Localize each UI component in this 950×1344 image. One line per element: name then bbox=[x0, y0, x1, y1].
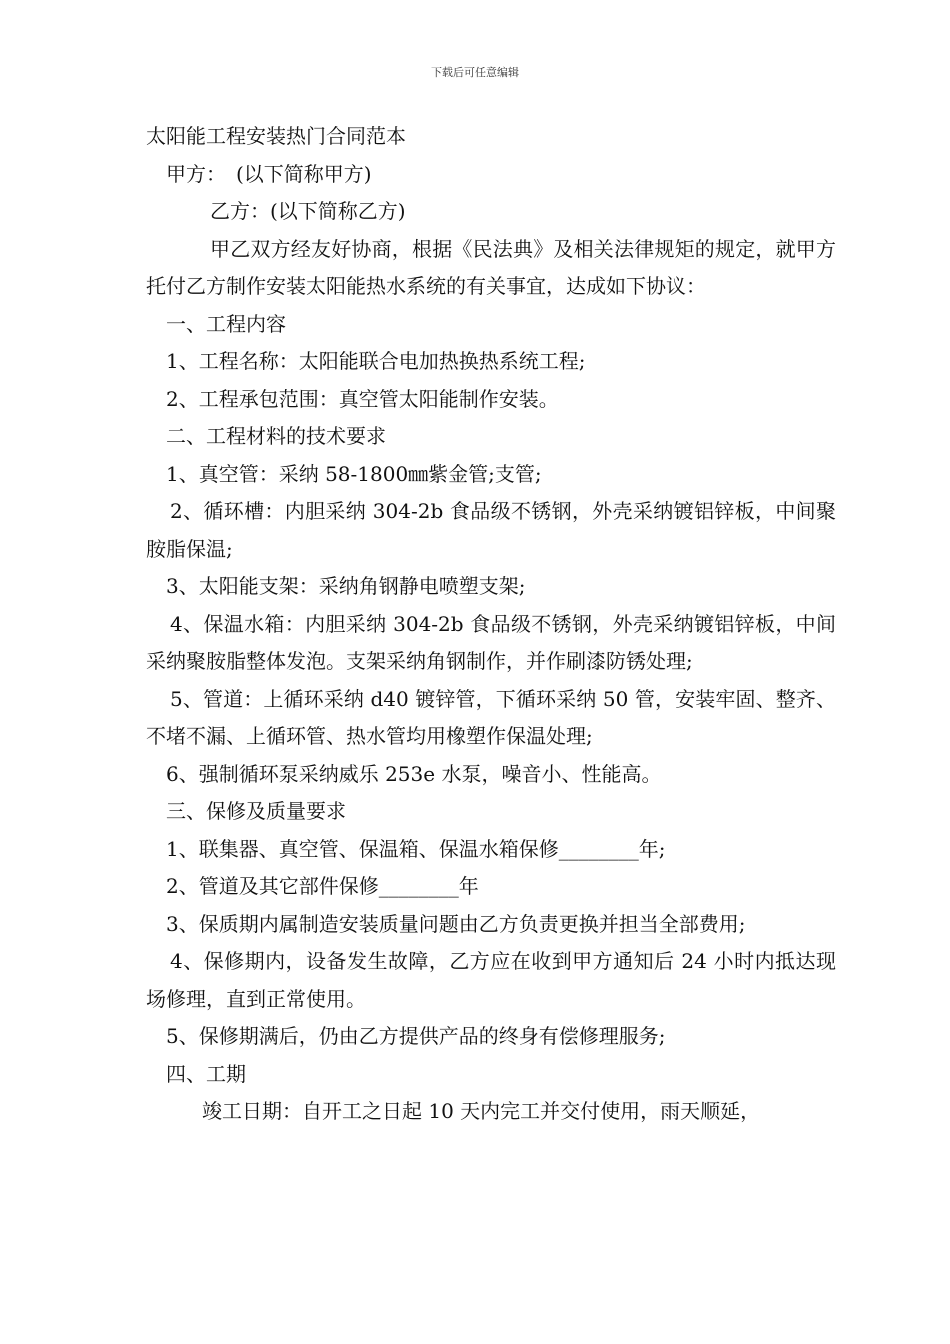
section-4-heading: 四、工期 bbox=[166, 1061, 246, 1086]
section-2-item-4: 4、保温水箱：内胆采纳 304-2b 食品级不锈钢，外壳采纳镀铝锌板，中间采纳聚胺脂整体发泡。支架采纳角钢制作，并作刷漆防锈处理; bbox=[146, 611, 836, 673]
section-2-item-3: 3、太阳能支架：采纳角钢静电喷塑支架; bbox=[166, 574, 526, 598]
section-2-heading: 二、工程材料的技术要求 bbox=[166, 424, 386, 448]
section-4-text: 竣工日期：自开工之日起 10 天内完工并交付使用，雨天顺延， bbox=[202, 1099, 761, 1123]
section-1-item-1: 1、工程名称：太阳能联合电加热换热系统工程; bbox=[166, 349, 586, 373]
party-b-line: 乙方：(以下简称乙方) bbox=[210, 199, 406, 223]
section-1-item-2: 2、工程承包范围：真空管太阳能制作安装。 bbox=[166, 386, 559, 411]
section-3-item-3: 3、保质期内属制造安装质量问题由乙方负责更换并担当全部费用; bbox=[166, 911, 746, 936]
section-2-item-2: 2、循环槽：内胆采纳 304-2b 食品级不锈钢，外壳采纳镀铝锌板，中间聚胺脂保温; bbox=[146, 499, 836, 561]
section-3-item-1: 1、联集器、真空管、保温箱、保温水箱保修________年; bbox=[166, 836, 666, 861]
section-2-item-1: 1、真空管：采纳 58-1800㎜紫金管;支管; bbox=[166, 461, 542, 486]
section-3-heading: 三、保修及质量要求 bbox=[166, 799, 346, 823]
section-1-heading: 一、工程内容 bbox=[166, 311, 286, 336]
document-body bbox=[146, 118, 836, 1131]
document-title: 太阳能工程安装热门合同范本 bbox=[146, 124, 406, 148]
header-note: 下载后可任意编辑 bbox=[431, 66, 519, 79]
party-a-line: 甲方： (以下简称甲方) bbox=[166, 161, 372, 186]
section-2-item-6: 6、强制循环泵采纳威乐 253e 水泵，噪音小、性能高。 bbox=[166, 761, 662, 786]
section-3-item-5: 5、保修期满后，仍由乙方提供产品的终身有偿修理服务; bbox=[166, 1024, 666, 1048]
section-2-item-5: 5、管道：上循环采纳 d40 镀锌管，下循环采纳 50 管，安装牢固、整齐、不堵不漏、上循环管、热水管均用橡塑作保温处理; bbox=[146, 686, 836, 748]
intro-paragraph: 甲乙双方经友好协商，根据《民法典》及相关法律规矩的规定，就甲方托付乙方制作安装太阳能热水系统的有关事宜，达成如下协议： bbox=[146, 236, 836, 298]
section-3-item-4: 4、保修期内，设备发生故障，乙方应在收到甲方通知后 24 小时内抵达现场修理，直到正常使用。 bbox=[146, 949, 836, 1011]
section-3-item-2: 2、管道及其它部件保修________年 bbox=[166, 874, 479, 898]
